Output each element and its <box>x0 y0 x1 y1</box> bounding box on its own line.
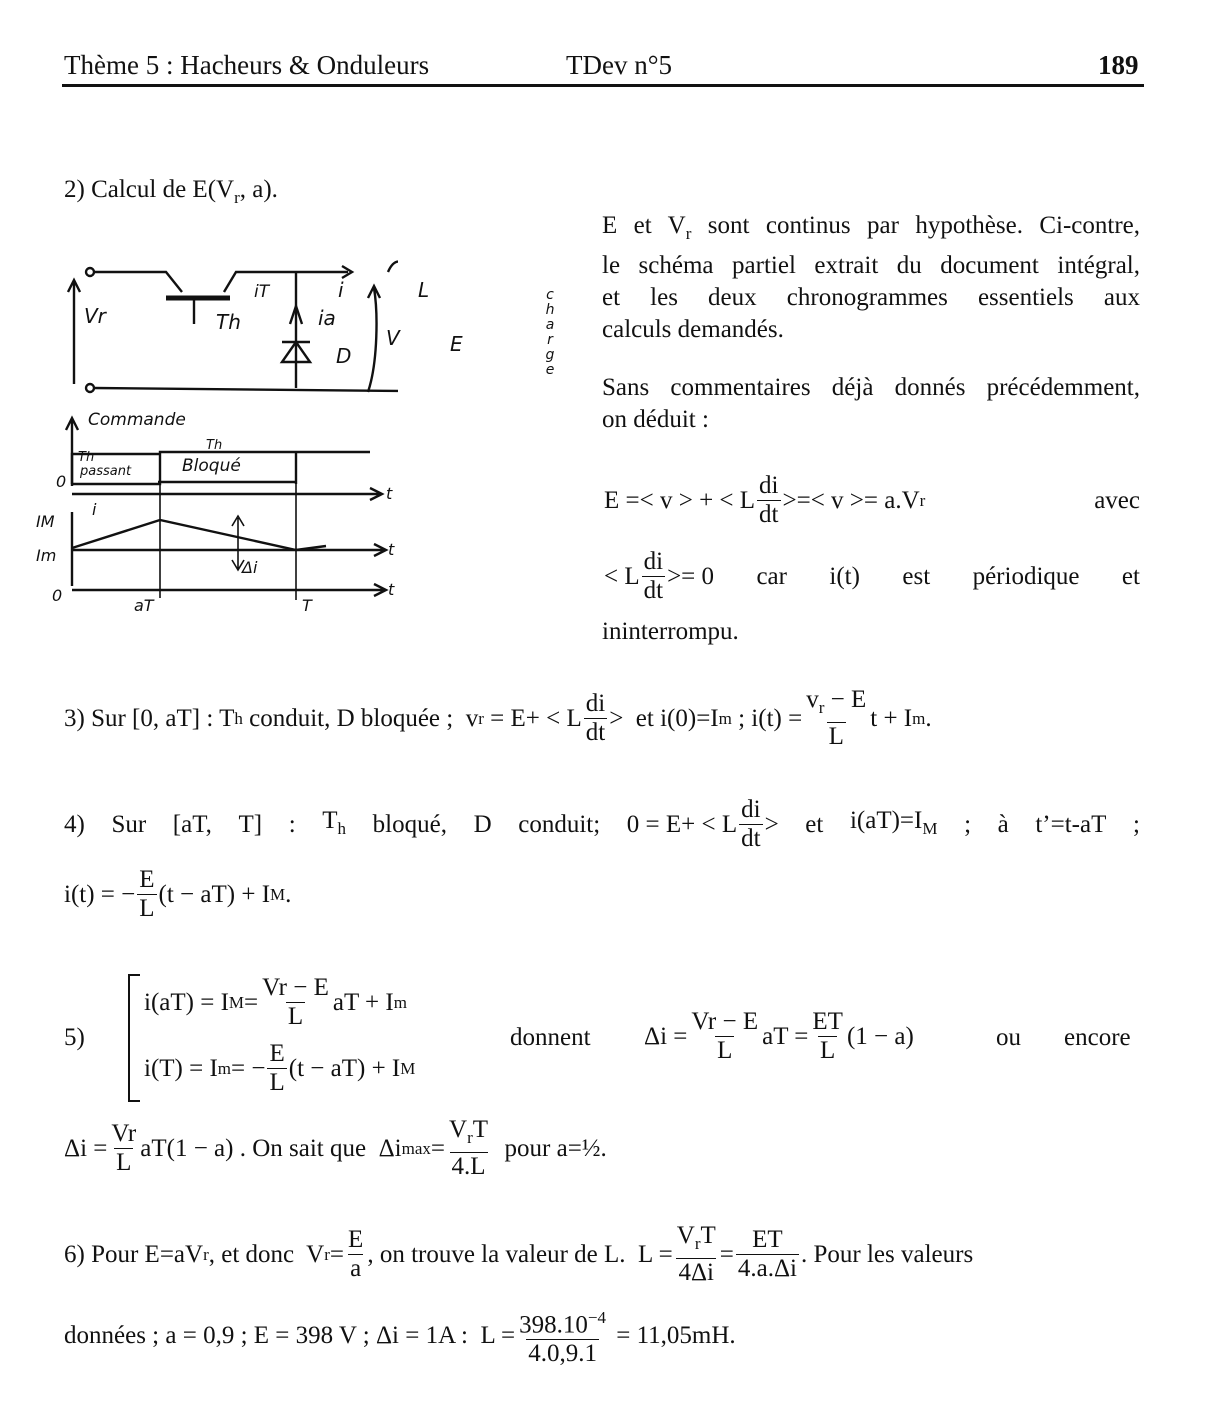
label-vr: Vr <box>84 304 106 328</box>
q5-row-1: i(aT) = I M = $\frac{Vr - E}{L}$ aT + I m <box>144 974 407 1030</box>
label-t-2: t <box>388 540 395 559</box>
label-t-1: t <box>386 484 393 503</box>
q3-line: 3) Sur [0, aT] : T h conduit, D bloquée ; v r = E+ < L $\frac{di}{dt}$ > et i(0)=I m ; i(t) = $\frac{v_r - E}{L}$ t + I m . <box>64 686 932 750</box>
label-t-3: t <box>388 580 395 599</box>
label-delta-i: Δi <box>242 558 258 577</box>
label-l: L <box>418 278 430 302</box>
label-ith: iT <box>254 282 270 302</box>
q2-equation-1: E =< v > + < L $\frac{di}{dt}$ >=< v >= a.V r avec <box>604 472 1140 528</box>
q2-paragraph-1: E et $V_r$ sont continus par hypothèse. Ci-contre, le schéma partiel extrait du document intégral, et les deux chronogrammes essentiels aux calculs demandés. <box>602 212 1141 343</box>
label-im-lower: Im <box>36 546 57 565</box>
label-v: V <box>386 326 400 350</box>
label-ia: ia <box>318 306 336 330</box>
chronogram-labels <box>30 400 410 620</box>
label-zero-2: 0 <box>52 586 63 605</box>
q5-delta-i: Δi = $\frac{Vr - E}{L}$ aT = $\frac{ET}{L}$ (1 − a) <box>644 1008 914 1064</box>
q5-ou: ou <box>996 1024 1021 1051</box>
label-i: i <box>338 278 344 302</box>
label-i-axis: i <box>92 500 97 519</box>
label-th-bloque-1: Th <box>206 438 223 453</box>
label-th-passant-1: Th <box>78 450 95 465</box>
q4-line-2: i(t) = − $\frac{E}{L}$ (t − aT) + I M . <box>64 866 292 922</box>
header-theme: Thème 5 : Hacheurs & Onduleurs <box>64 50 430 80</box>
label-at: aT <box>134 596 154 615</box>
label-e: E <box>450 332 463 356</box>
q2-paragraph-2: Sans commentaires déjà donnés précédemment, on déduit : <box>602 374 1140 433</box>
q6-line-2: données ; a = 0,9 ; E = 398 V ; Δi = 1A : L = $\frac{398.10^{-4}}{4.0,9.1}$ = 11,05mH. <box>64 1308 736 1368</box>
q4-line-1: 4) Sur [aT, T] : $T_h$ bloqué, D conduit; 0 = E+ < L $\frac{di}{dt}$ > et $i(aT)=I_M$ ; à t’=t-aT ; <box>64 796 1140 852</box>
label-im-upper: IM <box>36 512 55 531</box>
page-number: 189 <box>1098 50 1139 80</box>
header-rule <box>62 84 1144 87</box>
header-tdev: TDev n°5 <box>566 50 673 80</box>
q5-brace <box>128 974 140 1102</box>
label-charge: c h a r g e <box>545 287 555 378</box>
label-commande: Commande <box>88 410 186 430</box>
label-th: Th <box>216 310 241 334</box>
label-T: T <box>302 596 312 615</box>
label-d: D <box>336 344 352 368</box>
label-th-bloque-2: Bloqué <box>182 456 241 476</box>
q2-equation-2: < L $\frac{di}{dt}$ >= 0 car i(t) est périodique et <box>604 548 1140 604</box>
q2-title: 2) Calcul de $E(V_r$, a). <box>64 176 278 207</box>
q5-label: 5) <box>64 1024 85 1051</box>
label-th-passant-2: passant <box>80 464 132 479</box>
q5-line-2: Δi = $\frac{Vr}{L}$ aT(1 − a) . On sait que Δi max = $\frac{V_rT}{4.L}$ pour a=½. <box>64 1116 607 1180</box>
q5-donnent: donnent <box>510 1024 591 1051</box>
q5-row-2: i(T) = I m = − $\frac{E}{L}$ (t − aT) + I M <box>144 1040 416 1096</box>
q5-encore: encore <box>1064 1024 1131 1051</box>
q6-line-1: 6) Pour E=aV r , et donc V r = $\frac{E}{a}$ , on trouve la valeur de L. L = $\frac{V_rT}{4\Delta i}$ = $\frac{ET}{4.a.\Delta i}$ . Pour les valeurs <box>64 1222 974 1286</box>
label-zero-1: 0 <box>56 472 67 491</box>
q2-equation-2-end: ininterrompu. <box>602 618 739 645</box>
